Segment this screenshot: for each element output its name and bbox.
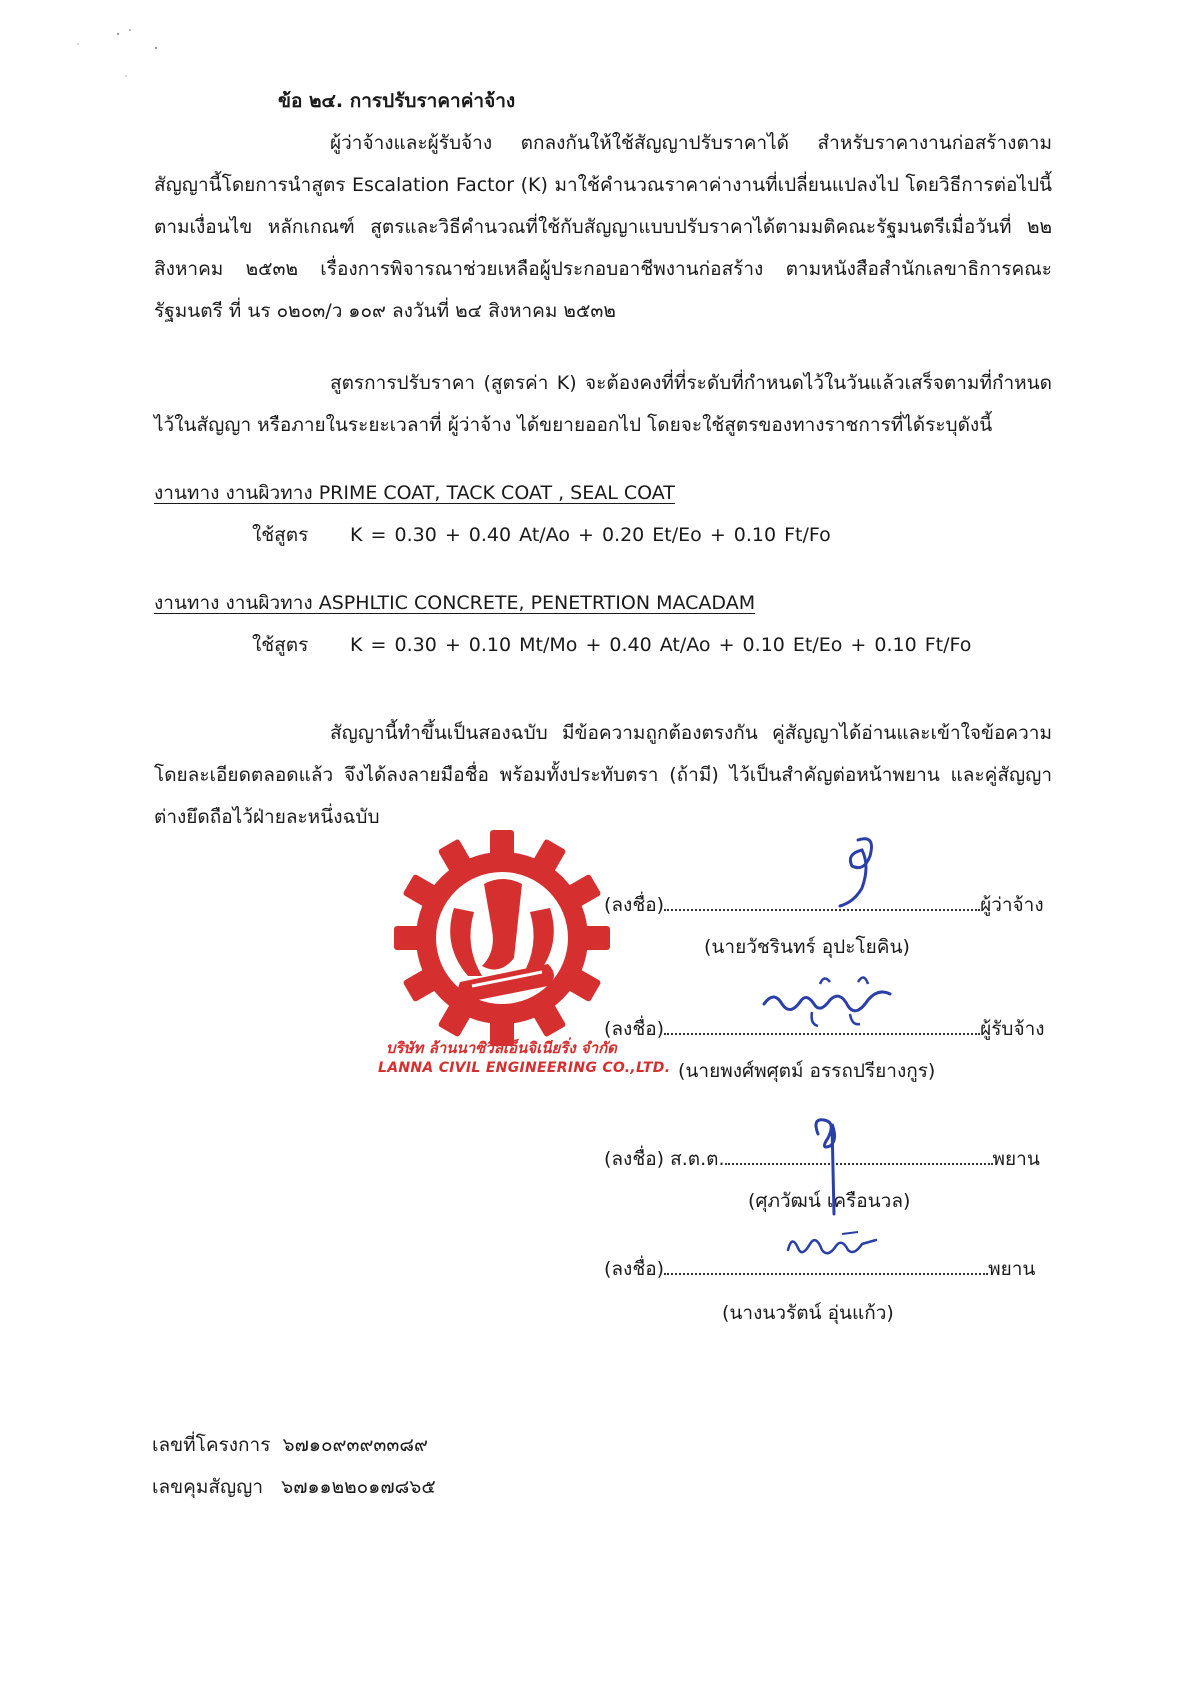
road-work-heading-2: งานทาง งานผิวทาง ASPHLTIC CONCRETE, PENETRTION MACADAM xyxy=(154,592,756,614)
clause-paragraph-2 xyxy=(154,362,1052,446)
contract-number-row xyxy=(152,1472,436,1502)
handwritten-signature-witness-1 xyxy=(806,1110,846,1220)
clause-paragraph-1 xyxy=(154,122,1052,332)
handwritten-signature-contractor xyxy=(760,964,900,1034)
signature-prefix: (ลงชื่อ) xyxy=(604,1258,665,1280)
formula-row-1 xyxy=(252,520,831,550)
contract-number-label: เลขคุมสัญญา xyxy=(152,1476,264,1498)
scan-specks xyxy=(60,20,180,90)
signature-prefix: (ลงชื่อ) xyxy=(604,894,665,916)
clause-title: ข้อ ๒๔. การปรับราคาค่าจ้าง xyxy=(278,90,516,112)
formula-text: K = 0.30 + 0.40 At/Ao + 0.20 Et/Eo + 0.10 Ft/Fo xyxy=(350,524,831,546)
signature-role: ผู้ว่าจ้าง xyxy=(980,894,1044,916)
clause-paragraph-1-text: ผู้ว่าจ้างและผู้รับจ้าง ตกลงกันให้ใช้สัญญาปรับราคาได้ สำหรับราคางานก่อสร้างตามสัญญานี้โดยการนำสูตร Escalation Factor (K) มาใช้คำนวณราคาค่างานที่เปลี่ยนแปลงไป โดยวิธีการต่อไปนี้ ตามเงื่อนไข หลักเกณฑ์ สูตรและวิธีคำนวณที่ใช้กับสัญญาแบบปรับราคาได้ตามมติคณะรัฐมนตรีเมื่อวันที่ ๒๒ สิงหาคม ๒๕๓๒ เรื่องการพิจารณาช่วยเหลือผู้ประกอบอาชีพงานก่อสร้าง ตามหนังสือสำนักเลขาธิการคณะรัฐมนตรี ที่ นร ๐๒๐๓/ว ๑๐๙ ลงวันที่ ๒๔ สิงหาคม ๒๕๓๒ xyxy=(154,132,1052,322)
signatory-name-employer: (นายวัชรินทร์ อุปะโยคิน) xyxy=(704,936,910,958)
road-work-heading-1: งานทาง งานผิวทาง PRIME COAT, TACK COAT , SEAL COAT xyxy=(154,482,675,504)
company-name-english: LANNA CIVIL ENGINEERING CO.,LTD. xyxy=(378,1060,671,1076)
formula-text: K = 0.30 + 0.10 Mt/Mo + 0.40 At/Ao + 0.10 Et/Eo + 0.10 Ft/Fo xyxy=(350,634,972,656)
closing-paragraph xyxy=(154,712,1052,838)
formula-row-2 xyxy=(252,630,971,660)
handwritten-signature-witness-2 xyxy=(782,1226,882,1266)
signatory-name-witness-1: (ศุภวัฒน์ เครือนวล) xyxy=(748,1190,911,1212)
signature-prefix: (ลงชื่อ) ส.ต.ต. xyxy=(604,1148,725,1170)
project-number-label: เลขที่โครงการ xyxy=(152,1434,271,1456)
closing-paragraph-text: สัญญานี้ทำขึ้นเป็นสองฉบับ มีข้อความถูกต้องตรงกัน คู่สัญญาได้อ่านและเข้าใจข้อความโดยละเอียดตลอดแล้ว จึงได้ลงลายมือชื่อ พร้อมทั้งประทับตรา (ถ้ามี) ไว้เป็นสำคัญต่อหน้าพยาน และคู่สัญญาต่างยึดถือไว้ฝ่ายละหนึ่งฉบับ xyxy=(154,722,1052,828)
project-number-value: ๖๗๑๐๙๓๙๓๓๘๙ xyxy=(282,1434,428,1456)
formula-use-label: ใช้สูตร xyxy=(252,524,309,546)
signature-role: พยาน xyxy=(988,1258,1036,1280)
signature-role: พยาน xyxy=(992,1148,1040,1170)
formula-use-label: ใช้สูตร xyxy=(252,634,309,656)
signatory-name-witness-2: (นางนวรัตน์ อุ่นแก้ว) xyxy=(722,1302,894,1324)
signature-dotted-line xyxy=(725,1149,993,1165)
project-number-row xyxy=(152,1430,428,1460)
signature-prefix: (ลงชื่อ) xyxy=(604,1018,665,1040)
signature-role: ผู้รับจ้าง xyxy=(980,1018,1045,1040)
clause-paragraph-2-text: สูตรการปรับราคา (สูตรค่า K) จะต้องคงที่ที่ระดับที่กำหนดไว้ในวันแล้วเสร็จตามที่กำหนดไว้ในสัญญา หรือภายในระยะเวลาที่ ผู้ว่าจ้าง ได้ขยายออกไป โดยจะใช้สูตรของทางราชการที่ได้ระบุดังนี้ xyxy=(154,372,1052,436)
handwritten-signature-employer xyxy=(818,830,888,910)
signatory-name-contractor: (นายพงศ์พศุตม์ อรรถปรียางกูร) xyxy=(678,1060,936,1082)
company-name-thai: บริษัท ล้านนาซิวิลเอ็นจิเนียริ่ง จำกัด xyxy=(386,1039,617,1057)
contract-number-value: ๖๗๑๑๒๒๐๑๗๘๖๕ xyxy=(281,1476,436,1498)
